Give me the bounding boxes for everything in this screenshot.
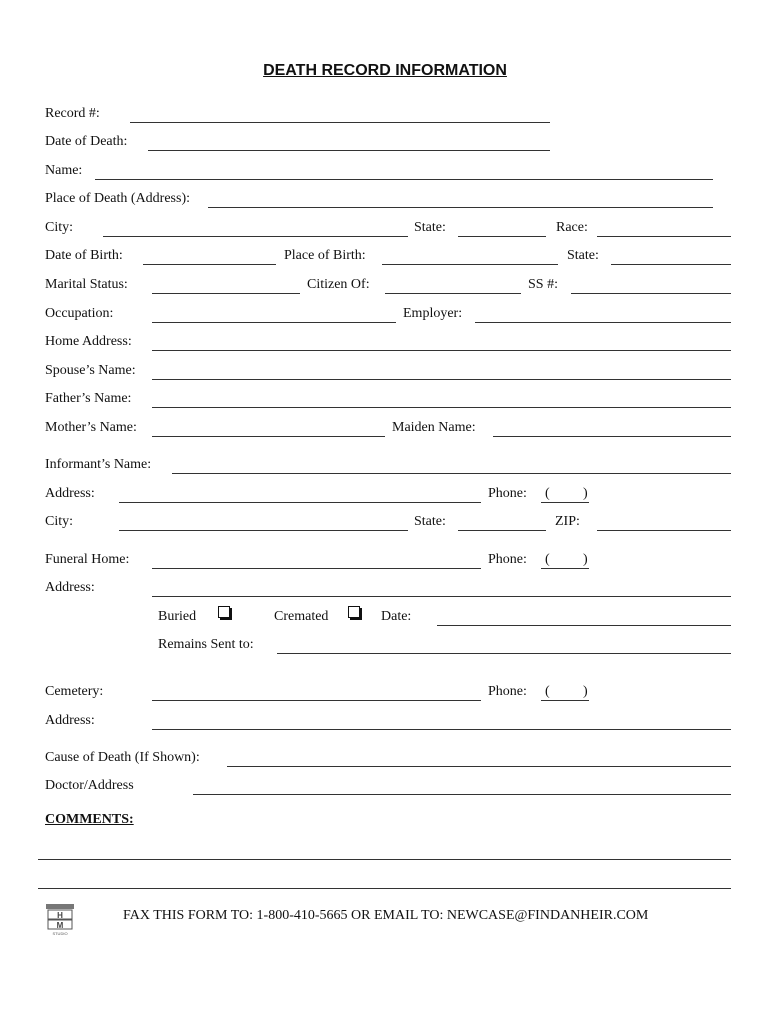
cemetery-address-label: Address: bbox=[45, 713, 95, 728]
remains-sent-to-field[interactable] bbox=[277, 653, 731, 654]
cause-of-death-label: Cause of Death (If Shown): bbox=[45, 750, 200, 765]
funeral-phone-paren-open: ( bbox=[545, 552, 550, 567]
informant-address-field[interactable] bbox=[119, 502, 481, 503]
home-address-label: Home Address: bbox=[45, 334, 132, 349]
name-field[interactable] bbox=[95, 179, 713, 180]
informants-name-field[interactable] bbox=[172, 473, 731, 474]
marital-status-field[interactable] bbox=[152, 293, 300, 294]
place-of-birth-field[interactable] bbox=[382, 264, 558, 265]
fathers-name-field[interactable] bbox=[152, 407, 731, 408]
buried-label: Buried bbox=[158, 609, 197, 624]
informant-city-label: City: bbox=[45, 514, 74, 529]
funeral-address-field[interactable] bbox=[152, 596, 731, 597]
occupation-field[interactable] bbox=[152, 322, 396, 323]
birth-state-label: State: bbox=[567, 248, 599, 263]
cemetery-phone-paren-close: ) bbox=[583, 684, 588, 699]
logo-letter-bottom: M bbox=[56, 921, 64, 930]
race-label: Race: bbox=[556, 220, 588, 235]
fax-instructions: FAX THIS FORM TO: 1-800-410-5665 OR EMAIL TO: NEWCASE@FINDANHEIR.COM bbox=[123, 908, 649, 923]
spouses-name-field[interactable] bbox=[152, 379, 731, 380]
date-of-death-label: Date of Death: bbox=[45, 134, 128, 149]
maiden-name-field[interactable] bbox=[493, 436, 731, 437]
date-of-birth-field[interactable] bbox=[143, 264, 276, 265]
ss-field[interactable] bbox=[571, 293, 731, 294]
cemetery-phone-field[interactable] bbox=[541, 700, 589, 701]
form-title: DEATH RECORD INFORMATION bbox=[263, 62, 507, 79]
informant-phone-field[interactable] bbox=[541, 502, 589, 503]
place-of-birth-label: Place of Birth: bbox=[284, 248, 366, 263]
informant-phone-label: Phone: bbox=[488, 486, 527, 501]
city-label: City: bbox=[45, 220, 74, 235]
cemetery-phone-label: Phone: bbox=[488, 684, 527, 699]
cremated-checkbox[interactable] bbox=[348, 606, 360, 618]
logo-sub-text: STUDIO bbox=[52, 931, 68, 936]
comments-label: COMMENTS: bbox=[45, 812, 134, 827]
state-label: State: bbox=[414, 220, 446, 235]
doctor-address-label: Doctor/Address bbox=[45, 778, 134, 793]
spouses-name-label: Spouse’s Name: bbox=[45, 363, 136, 378]
fathers-name-label: Father’s Name: bbox=[45, 391, 132, 406]
place-of-death-label: Place of Death (Address): bbox=[45, 191, 191, 206]
state-field[interactable] bbox=[458, 236, 546, 237]
citizen-of-field[interactable] bbox=[385, 293, 521, 294]
record-field[interactable] bbox=[130, 122, 550, 123]
funeral-address-label: Address: bbox=[45, 580, 95, 595]
citizen-of-label: Citizen Of: bbox=[307, 277, 370, 292]
cemetery-label: Cemetery: bbox=[45, 684, 104, 699]
informant-state-label: State: bbox=[414, 514, 446, 529]
ss-label: SS #: bbox=[528, 277, 558, 292]
informant-phone-paren-open: ( bbox=[545, 486, 550, 501]
home-address-field[interactable] bbox=[152, 350, 731, 351]
cemetery-phone-paren-open: ( bbox=[545, 684, 550, 699]
logo-letter-top: H bbox=[57, 911, 63, 920]
informant-address-label: Address: bbox=[45, 486, 95, 501]
zip-field[interactable] bbox=[597, 530, 731, 531]
comments-line-1[interactable] bbox=[38, 859, 731, 860]
date-of-death-field[interactable] bbox=[148, 150, 550, 151]
funeral-phone-paren-close: ) bbox=[583, 552, 588, 567]
funeral-phone-field[interactable] bbox=[541, 568, 589, 569]
date-label: Date: bbox=[381, 609, 412, 624]
mothers-name-field[interactable] bbox=[152, 436, 385, 437]
informant-state-field[interactable] bbox=[458, 530, 546, 531]
marital-status-label: Marital Status: bbox=[45, 277, 128, 292]
cemetery-field[interactable] bbox=[152, 700, 481, 701]
record-label: Record #: bbox=[45, 106, 100, 121]
date-of-birth-label: Date of Birth: bbox=[45, 248, 123, 263]
funeral-home-field[interactable] bbox=[152, 568, 481, 569]
mothers-name-label: Mother’s Name: bbox=[45, 420, 137, 435]
date-field[interactable] bbox=[437, 625, 731, 626]
cause-of-death-field[interactable] bbox=[227, 766, 731, 767]
zip-label: ZIP: bbox=[555, 514, 580, 529]
informant-city-field[interactable] bbox=[119, 530, 408, 531]
maiden-name-label: Maiden Name: bbox=[392, 420, 476, 435]
comments-line-2[interactable] bbox=[38, 888, 731, 889]
informant-phone-paren-close: ) bbox=[583, 486, 588, 501]
employer-label: Employer: bbox=[403, 306, 463, 321]
doctor-address-field[interactable] bbox=[193, 794, 731, 795]
cremated-label: Cremated bbox=[274, 609, 329, 624]
funeral-phone-label: Phone: bbox=[488, 552, 527, 567]
name-label: Name: bbox=[45, 163, 83, 178]
heir-logo-icon bbox=[44, 903, 76, 937]
informants-name-label: Informant’s Name: bbox=[45, 457, 152, 472]
occupation-label: Occupation: bbox=[45, 306, 114, 321]
city-field[interactable] bbox=[103, 236, 408, 237]
remains-sent-to-label: Remains Sent to: bbox=[158, 637, 254, 652]
funeral-home-label: Funeral Home: bbox=[45, 552, 130, 567]
place-of-death-field[interactable] bbox=[208, 207, 713, 208]
buried-checkbox[interactable] bbox=[218, 606, 230, 618]
birth-state-field[interactable] bbox=[611, 264, 731, 265]
cemetery-address-field[interactable] bbox=[152, 729, 731, 730]
employer-field[interactable] bbox=[475, 322, 731, 323]
race-field[interactable] bbox=[597, 236, 731, 237]
